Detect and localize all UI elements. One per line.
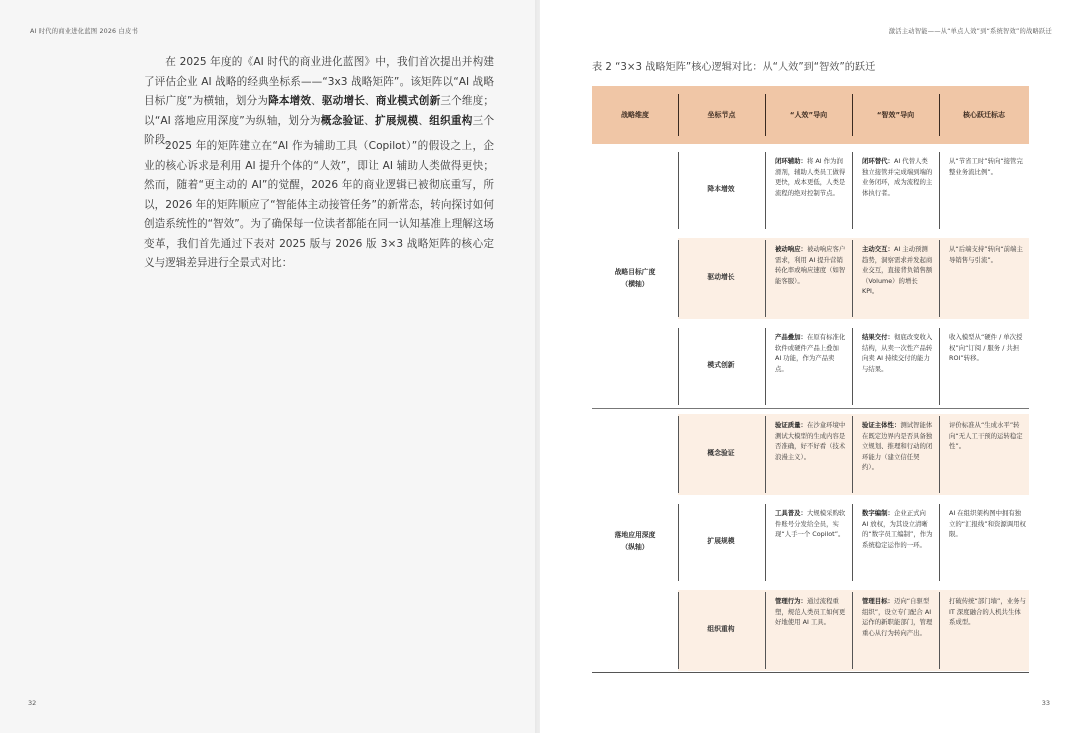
cell-divider — [939, 416, 940, 493]
cell-human — [775, 508, 847, 540]
cell-ai-text: AI 代替人类独立接管并完成端到端的业务闭环，成为流程的主体执行者。 — [862, 157, 933, 197]
cell-human-term: 管理行为： — [775, 597, 807, 605]
table-title: 表 2 “3×3 战略矩阵”核心逻辑对比：从“人效”到“智效”的跃迁 — [592, 62, 876, 73]
cell-divider — [939, 328, 940, 405]
p1-sep: 、 — [364, 114, 376, 127]
cell-divider — [939, 240, 940, 317]
p2-text: 2025 年的矩阵建立在“AI 作为辅助工具（Copilot）”的假设之上，企业的核心诉求是利用 AI 提升个体的“人效”，即让 AI 辅助人类做得更快；然而，随着“更主动的 AI”的觉醒，2026 年的商业逻辑已被彻底重写，所以，2026 年的矩阵顺应了“智能体主动接管任务”的新常态，转向探讨如何创造系统性的“智效”。为了确保每一位读者都能在同一认知基准上理解这场变革，我们首先通过下表对 2025 版与 2026 版 3×3 战略矩阵的核心定义与逻辑差异进行全景式对比： — [144, 140, 494, 269]
running-header-right: 激活主动智能——从“单点人效”到“系统智效”的战略跃迁 — [888, 28, 1052, 35]
row-node: 模式创新 — [707, 361, 735, 369]
axis-group-sublabel: （横轴） — [621, 280, 649, 288]
cell-divider — [678, 592, 679, 669]
cell-ai — [862, 332, 934, 374]
cell-human — [775, 596, 847, 628]
p1-text: 三个维度；以“AI 落地应用深度”为纵轴，划分为 — [144, 95, 494, 127]
p1-text: 三个阶段。 — [144, 114, 495, 146]
cell-ai-term: 数字编制： — [862, 509, 894, 517]
cell-divider — [765, 592, 766, 669]
cell-divider — [852, 592, 853, 669]
p1-sep: 、 — [364, 95, 376, 107]
cell-ai-text: 测试智能体在既定边界内是否具备独立规划、推理和行动的闭环能力（建立信任契约）。 — [862, 421, 933, 472]
cell-human-text: 将 AI 作为润滑剂，辅助人类员工做得更快，成本更低，人类是流程的绝对控制节点。 — [775, 157, 846, 197]
cell-human-text: 在原有标准化软件或硬件产品上叠加 AI 功能，作为产品卖点。 — [775, 333, 846, 373]
cell-human-term: 闭环辅助： — [775, 157, 807, 165]
row-node: 降本增效 — [707, 185, 735, 193]
paragraph-1 — [144, 53, 494, 151]
axis-group-sublabel: （纵轴） — [621, 543, 649, 551]
cell-divider — [765, 328, 766, 405]
cell-divider — [939, 152, 940, 229]
cell-ai — [862, 420, 934, 473]
row-node: 扩展规模 — [707, 537, 735, 545]
cell-human-text: 在沙盒环境中测试大模型的生成内容是否准确，好不好看（技术浪漫主义）。 — [775, 421, 846, 461]
cell-divider — [852, 328, 853, 405]
cell-shift: 收入模型从“硬件 / 单次授权”向“订阅 / 服务 / 共担 ROI”转移。 — [949, 333, 1023, 363]
cell-divider — [678, 152, 679, 229]
page-number-right: 33 — [1041, 699, 1050, 707]
cell-divider — [852, 240, 853, 317]
col-header-shift: 核心跃迁标志 — [963, 111, 1005, 119]
cell-divider — [678, 504, 679, 581]
cell-shift: 从“节省工时”转向“接管完整业务流比例”。 — [949, 157, 1023, 176]
cell-divider — [852, 416, 853, 493]
cell-ai-text: 迈向“自驱型组织”，设立专门配合 AI 运作的新职能部门，管理重心从行为转向产出。 — [862, 597, 933, 637]
group-divider — [592, 408, 1029, 409]
row-node: 组织重构 — [707, 625, 735, 633]
cell-divider — [765, 152, 766, 229]
cell-human-text: 通过流程重塑，规范人类员工如何更好地使用 AI 工具。 — [775, 597, 846, 627]
cell-ai-text: AI 主动预测趋势，洞察需求并发起商业交互，直接背负销售额（Volume）的增长 KPI。 — [862, 245, 933, 296]
cell-human-term: 产品叠加： — [775, 333, 807, 341]
axis-group-breadth — [592, 266, 678, 290]
cell-ai-term: 结果交付： — [862, 333, 894, 341]
p1-term-poc: 概念验证 — [320, 114, 365, 127]
cell-ai-term: 管理目标： — [862, 597, 894, 605]
col-header-ai: “智效”导向 — [876, 111, 915, 119]
cell-human-term: 被动响应： — [775, 245, 807, 253]
cell-human — [775, 244, 847, 286]
cell-human-text: 大规模采购软件账号分发给全员，实现“人手一个 Copilot”。 — [775, 509, 846, 539]
cell-divider — [678, 328, 679, 405]
cell-ai — [862, 508, 934, 550]
p1-sep: 、 — [311, 95, 322, 107]
table-header — [592, 86, 1029, 144]
cell-human-term: 验证质量： — [775, 421, 807, 429]
cell-human-text: 被动响应客户需求，利用 AI 提升营销转化率或响应速度（如智能客服）。 — [775, 245, 846, 285]
running-header-left: AI 时代的商业进化蓝图 2026 白皮书 — [30, 28, 138, 35]
cell-shift: 从“后端支持”转向“前端主导销售与引流”。 — [949, 245, 1023, 264]
table-bottom-rule — [592, 672, 1029, 673]
cell-ai-text: 企业正式向 AI 放权，为其设立清晰的“数字员工编制”，作为系统稳定运作的一环。 — [862, 509, 933, 549]
paragraph-2 — [144, 137, 494, 274]
cell-shift: 打破传统“部门墙”，业务与 IT 深度融合的人机共生体系成型。 — [949, 597, 1026, 627]
p1-term-scale: 扩展规模 — [375, 114, 419, 127]
col-header-human: “人效”导向 — [789, 111, 828, 119]
cell-ai-term: 主动交互： — [862, 245, 894, 253]
axis-group-label: 落地应用深度 — [614, 531, 656, 539]
cell-ai — [862, 156, 934, 198]
cell-human — [775, 332, 847, 374]
p1-term-cost: 降本增效 — [268, 95, 312, 107]
cell-ai-text: 彻底改变收入结构，从卖一次性产品转向卖 AI 持续交付的能力与结果。 — [862, 333, 933, 373]
cell-divider — [939, 592, 940, 669]
cell-divider — [765, 504, 766, 581]
cell-divider — [678, 240, 679, 317]
axis-group-depth — [592, 529, 678, 553]
cell-divider — [939, 504, 940, 581]
cell-ai-term: 闭环替代： — [862, 157, 894, 165]
p1-term-growth: 驱动增长 — [321, 95, 365, 107]
cell-human — [775, 420, 847, 462]
cell-human — [775, 156, 847, 198]
cell-divider — [852, 504, 853, 581]
p1-term-innovation: 商业模式创新 — [375, 95, 441, 107]
col-header-dimension: 战略维度 — [621, 111, 649, 119]
cell-divider — [678, 416, 679, 493]
cell-divider — [765, 416, 766, 493]
page-number-left: 32 — [28, 699, 37, 707]
p1-sep: 、 — [418, 114, 430, 127]
cell-ai — [862, 596, 934, 638]
cell-divider — [852, 152, 853, 229]
p1-text: 在 2025 年度的《AI 时代的商业进化蓝图》中，我们首次提出并构建了评估企业 AI 战略的经典坐标系——“3x3 战略矩阵”。该矩阵以“AI 战略目标广度”为横轴，划分为 — [144, 56, 494, 107]
cell-shift: AI 在组织架构图中拥有独立的“汇报线”和资源调用权限。 — [949, 509, 1026, 539]
cell-ai — [862, 244, 934, 297]
col-header-node: 坐标节点 — [707, 111, 736, 119]
cell-human-term: 工具普及： — [775, 509, 807, 517]
row-node: 驱动增长 — [707, 273, 735, 281]
axis-group-label: 战略目标广度 — [614, 268, 656, 276]
cell-divider — [765, 240, 766, 317]
p1-term-reorg: 组织重构 — [429, 114, 473, 127]
row-node: 概念验证 — [707, 449, 735, 457]
cell-ai-term: 验证主体性： — [862, 421, 901, 429]
cell-shift: 评价标准从“生成水平”转向“无人工干预的运转稳定性”。 — [949, 421, 1023, 451]
